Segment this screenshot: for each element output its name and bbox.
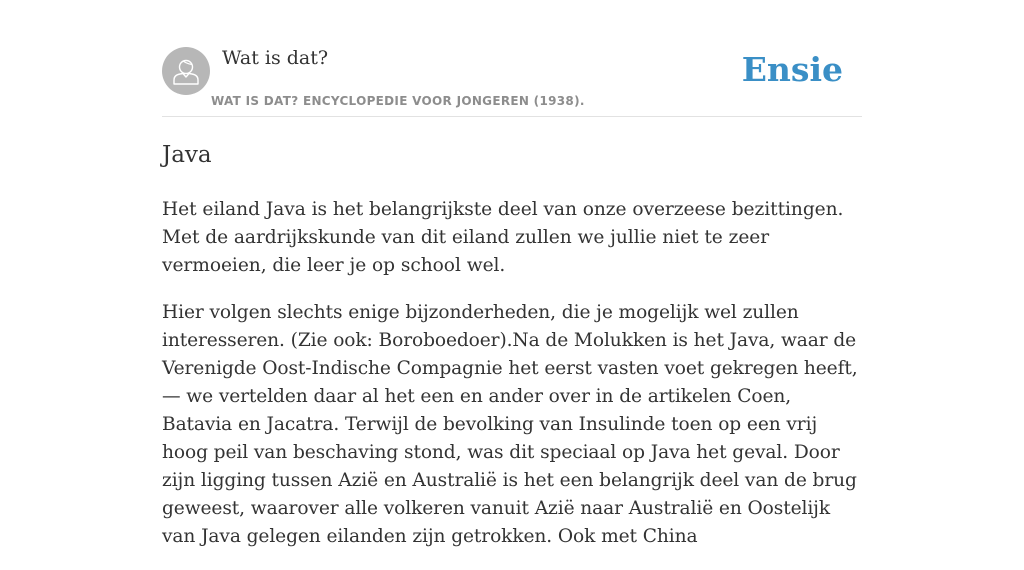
article-title: Java [162, 142, 212, 168]
user-outline-icon [162, 47, 210, 95]
article [162, 138, 864, 570]
ensie-logo-link[interactable]: Ensie [741, 50, 843, 89]
source-avatar[interactable] [162, 47, 210, 95]
article-paragraph: Hier volgen slechts enige bijzonderheden, die je mogelijk wel zullen interesseren. (Zie ook: Boroboedoer).Na de Molukken is het Java, waar de Verenigde Oost-Indische Compagnie het eerst vasten voet gekregen heeft, — we vertelden daar al het een en ander over in de artikelen Coen, Batavia en Jacatra. Terwijl de bevolking van Insulinde toen op een vrij hoog peil van beschaving stond, was dit speciaal op Java het geval. Door zijn ligging tussen Azië en Australië is het een belangrijk deel van de brug geweest, waarover alle volkeren vanuit Azië naar Australië en Oostelijk van Java gelegen eilanden zijn getrokken. Ook met China [162, 302, 858, 547]
article-paragraph: Het eiland Java is het belangrijkste deel van onze overzeese bezittingen. Met de aardrijkskunde van dit eiland zullen we jullie niet te zeer vermoeien, die leer je op school wel. [162, 199, 844, 276]
source-title-link[interactable]: Wat is dat? [222, 47, 329, 69]
source-subtitle: WAT IS DAT? ENCYCLOPEDIE VOOR JONGEREN (1938). [211, 94, 585, 108]
source-header [162, 0, 862, 117]
